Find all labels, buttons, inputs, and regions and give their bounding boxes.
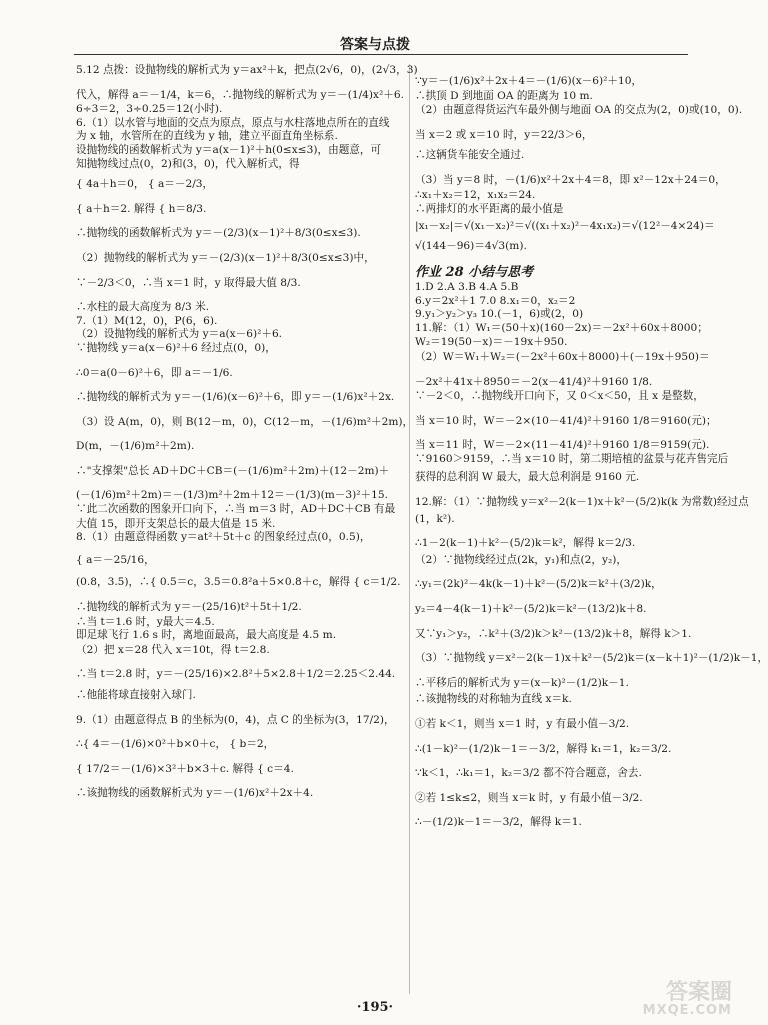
left-column-line: 大值 15，即开支架总长的最大值是 15 米. <box>76 517 276 530</box>
left-column-line: （2）把 x＝28 代入 x＝10t，得 t＝2.8. <box>76 643 270 656</box>
watermark-text: 答案圈 <box>665 980 732 1005</box>
left-column-line: ∴0＝a(0－6)²＋6，即 a＝－1/6. <box>76 366 233 379</box>
right-column-line: 1.D 2.A 3.B 4.A 5.B <box>415 280 519 293</box>
watermark-url: MXQE.COM <box>642 1003 732 1018</box>
header-rule <box>74 54 688 55</box>
right-column-line: ②若 1≤k≤2，则当 x＝k 时，y 有最小值－3/2. <box>415 791 643 804</box>
left-column-line: ∴"支撑架"总长 AD＋DC＋CB＝(－(1/6)m²＋2m)＋(12－2m)＋ <box>76 464 390 477</box>
right-column-line: |x₁－x₂|＝√(x₁－x₂)²＝√((x₁＋x₂)²－4x₁x₂)＝√(12²－4×24)＝ <box>415 219 715 232</box>
right-column-line: ∴两排灯的水平距离的最小值是 <box>415 203 564 216</box>
right-column-line: ∵y＝－(1/6)x²＋2x＋4＝－(1/6)(x－6)²＋10， <box>415 75 643 87</box>
left-column-line: 设抛物线的函数解析式为 y＝a(x－1)²＋h(0≤x≤3)，由题意，可 <box>76 143 382 156</box>
right-column-line: 当 x＝11 时，W＝－2×(11－41/4)²＋9160 1/8＝9159(元). <box>415 439 710 452</box>
left-column-line: （2）抛物线的解析式为 y＝－(2/3)(x－1)²＋8/3(0≤x≤3)中， <box>76 251 375 264</box>
right-column-line: ∴拱顶 D 到地面 OA 的距离为 10 m. <box>415 89 593 102</box>
left-column-line: 6÷3＝2，3÷0.25＝12(小时). <box>76 103 223 116</box>
right-column-line: ∴这辆货车能安全通过. <box>415 149 525 162</box>
right-column-line: （3）∵抛物线 y＝x²－2(k－1)x＋k²－(5/2)k＝(x－k＋1)²－(1/2)k－1， <box>415 652 768 665</box>
left-column-line: { 17/2＝－(1/6)×3²＋b×3＋c. 解得 { c＝4. <box>76 762 294 775</box>
page-number: ·195· <box>356 1000 394 1015</box>
right-column-line: －2x²＋41x＋8950＝－2(x－41/4)²＋9160 1/8. <box>415 375 653 388</box>
left-column <box>76 62 418 800</box>
right-column-line: (1，k²). <box>415 512 455 525</box>
right-column-line: （2）由题意得货运汽车最外侧与地面 OA 的交点为(2，0)或(10，0). <box>415 104 743 117</box>
page-header: 答案与点拨 <box>340 37 410 53</box>
right-column-line: ①若 k＜1，则当 x＝1 时，y 有最小值－3/2. <box>415 718 630 730</box>
left-column-line: （3）设 A(m，0)，则 B(12－m，0)，C(12－m，－(1/6)m²＋2m)， <box>76 415 414 428</box>
left-column-line: (0.8，3.5)，∴{ 0.5＝c，3.5＝0.8²a＋5×0.8＋c，解得 { c＝1/2. <box>76 576 401 589</box>
right-column-line: （3）当 y＝8 时，－(1/6)x²＋2x＋4＝8，即 x²－12x＋24＝0， <box>415 173 726 186</box>
left-column-line: { a＝－25/16， <box>76 553 155 566</box>
left-column-line: 7.（1）M(12，0)，P(6，6). <box>76 314 218 327</box>
left-column-line: 6.（1）以水管与地面的交点为原点，原点与水柱落地点所在的直线 <box>76 116 390 129</box>
left-column-line: ∴该抛物线的函数解析式为 y＝－(1/6)x²＋2x＋4. <box>76 787 314 800</box>
left-column-line: ∴他能将球直接射入球门. <box>76 689 196 701</box>
right-column-line: ∵k＜1，∴k₁＝1，k₂＝3/2 都不符合题意，舍去. <box>415 767 642 780</box>
left-column-line: { 4a＋h＝0， { a＝－2/3， <box>76 178 214 191</box>
right-column-line: 12.解：（1）∵抛物线 y＝x²－2(k－1)x＋k²－(5/2)k(k 为常数)经过点 <box>415 496 749 509</box>
column-divider <box>409 64 410 994</box>
left-column-line: (－(1/6)m²＋2m)＝－(1/3)m²＋2m＋12＝－(1/3)(m－3)²＋15. <box>76 489 388 502</box>
left-column-line: ∴{ 4＝－(1/6)×0²＋b×0＋c， { b＝2， <box>76 738 275 751</box>
right-column-line: 获得的总利润 W 最大，最大总利润是 9160 元. <box>415 471 640 484</box>
right-column <box>415 62 768 829</box>
left-column-line: 即足球飞行 1.6 s 时，离地面最高，最大高度是 4.5 m. <box>76 629 337 642</box>
right-column-line: √(144－96)＝4√3(m). <box>415 240 527 253</box>
left-column-line: { a＋h＝2. 解得 { h＝8/3. <box>76 202 207 215</box>
right-column-line: 作业 28 小结与思考 <box>415 264 534 280</box>
right-column-line: 6.y＝2x²＋1 7.0 8.x₁＝0，x₂＝2 <box>415 294 576 307</box>
left-column-line: 5.12 点拨：设抛物线的解析式为 y＝ax²＋k，把点(2√6，0)，(2√3，3) <box>76 64 418 76</box>
left-column-line: ∴抛物线的解析式为 y＝－(1/6)(x－6)²＋6，即 y＝－(1/6)x²＋2x. <box>76 391 395 404</box>
left-column-line: ∴水柱的最大高度为 8/3 米. <box>76 301 210 314</box>
right-column-line: 9.y₁＞y₂＞y₃ 10.(－1，6)或(2，0) <box>415 308 584 321</box>
right-column-line: （2）∵抛物线经过点(2k，y₁)和点(2，y₂)， <box>415 553 627 566</box>
right-column-line: 当 x＝2 或 x＝10 时，y＝22/3＞6， <box>415 128 593 141</box>
left-column-line: D(m，－(1/6)m²＋2m). <box>76 440 195 453</box>
left-column-line: ∴当 t＝1.6 时，y最大＝4.5. <box>76 615 215 628</box>
left-column-line: ∵此二次函数的图象开口向下，∴当 m＝3 时，AD＋DC＋CB 有最 <box>76 503 396 516</box>
left-column-line: 8.（1）由题意得函数 y＝at²＋5t＋c 的图象经过点(0，0.5)， <box>76 531 371 544</box>
right-column-line: y₂＝4－4(k－1)＋k²－(5/2)k＝k²－(13/2)k＋8. <box>415 603 647 616</box>
left-column-line: 代入，解得 a＝－1/4，k＝6，∴抛物线的解析式为 y＝－(1/4)x²＋6. <box>76 88 404 101</box>
right-column-line: ∴1－2(k－1)＋k²－(5/2)k＝k²，解得 k＝2/3. <box>415 537 636 550</box>
watermark-logo <box>643 982 732 1017</box>
left-column-line: ∵－2/3＜0，∴当 x＝1 时，y 取得最大值 8/3. <box>76 276 301 289</box>
right-column-line: ∴x₁＋x₂＝12，x₁x₂＝24. <box>415 188 536 201</box>
left-column-line: 9.（1）由题意得点 B 的坐标为(0，4)，点 C 的坐标为(3，17/2)， <box>76 713 395 726</box>
right-column-line: ∴(1－k)²－(1/2)k－1＝－3/2，解得 k₁＝1，k₂＝3/2. <box>415 742 672 755</box>
right-column-line: ∵－2＜0，∴抛物线开口向下，又 0＜x＜50，且 x 是整数， <box>415 390 704 403</box>
left-column-line: ∴抛物线的解析式为 y＝－(25/16)t²＋5t＋1/2. <box>76 601 302 614</box>
right-column-line: ∴－(1/2)k－1＝－3/2，解得 k＝1. <box>415 816 582 829</box>
left-column-line: 为 x 轴，水管所在的直线为 y 轴，建立平面直角坐标系. <box>76 130 338 143</box>
left-column-line: 知抛物线过点(0，2)和(3，0)，代入解析式，得 <box>76 157 300 170</box>
right-column-line: ∴y₁＝(2k)²－4k(k－1)＋k²－(5/2)k＝k²＋(3/2)k， <box>415 578 662 591</box>
left-column-line: ∴当 t＝2.8 时，y＝－(25/16)×2.8²＋5×2.8＋1/2＝2.25＜2.44. <box>76 668 396 681</box>
left-column-line: （2）设抛物线的解析式为 y＝a(x－6)²＋6. <box>76 328 283 341</box>
right-column-line: （2）W＝W₁＋W₂＝(－2x²＋60x＋8000)＋(－19x＋950)＝ <box>415 350 710 363</box>
right-column-line: ∵9160＞9159，∴当 x＝10 时，第二期培植的盆景与花卉售完后 <box>415 452 729 465</box>
right-column-line: 11.解：（1）W₁＝(50＋x)(160－2x)＝－2x²＋60x＋8000； <box>415 321 708 334</box>
left-column-line: ∵抛物线 y＝a(x－6)²＋6 经过点(0，0)， <box>76 341 276 354</box>
right-column-line: ∴该抛物线的对称轴为直线 x＝k. <box>415 693 572 706</box>
right-column-line: 当 x＝10 时，W＝－2×(10－41/4)²＋9160 1/8＝9160(元)； <box>415 414 717 427</box>
left-column-line: ∴抛物线的函数解析式为 y＝－(2/3)(x－1)²＋8/3(0≤x≤3). <box>76 227 361 240</box>
right-column-line: 又∵y₁＞y₂，∴k²＋(3/2)k＞k²－(13/2)k＋8，解得 k＞1. <box>415 627 692 640</box>
right-column-line: W₂＝19(50－x)＝－19x＋950. <box>415 336 568 349</box>
right-column-line: ∴平移后的解析式为 y＝(x－k)²－(1/2)k－1. <box>415 676 629 689</box>
